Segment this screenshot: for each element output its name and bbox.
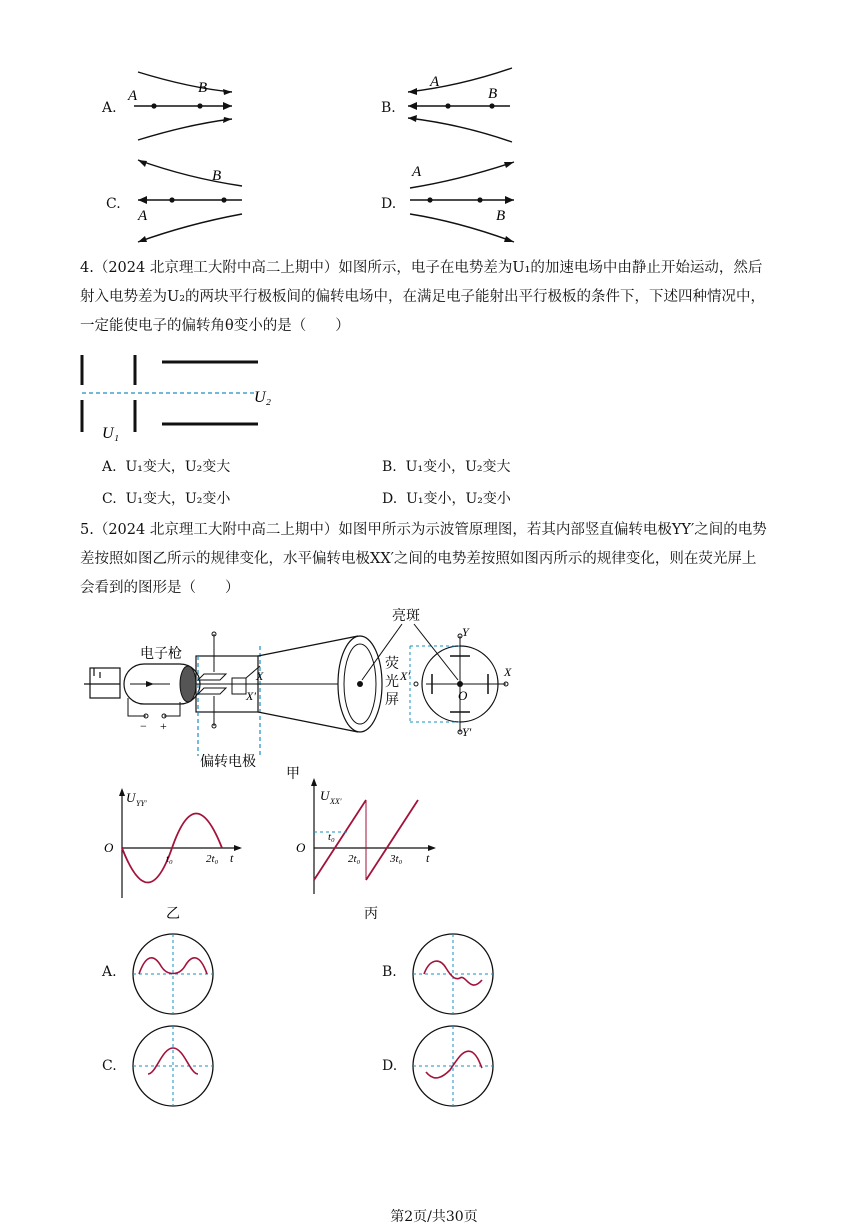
- q5-gun-label: 电子枪: [140, 647, 182, 662]
- q5-yi-t2: 2t₀: [206, 853, 219, 865]
- q4-line-2: 射入电势差为U₂的两块平行极板间的偏转电场中，在满足电子能射出平行极板的条件下，下述四种情况中，: [80, 289, 766, 305]
- q3c-label-a: A: [138, 208, 148, 224]
- q5-minus: −: [140, 719, 147, 733]
- q5-electrodes-label: 偏转电极: [200, 755, 256, 770]
- q3d-label-a: A: [412, 164, 422, 180]
- q4-option-a-letter: A.: [102, 459, 117, 475]
- q5-x-gun: X: [256, 669, 264, 683]
- q5-yi-ylabel: U: [126, 790, 136, 805]
- q5-option-c-letter: C.: [102, 1058, 117, 1074]
- q5-line-3: 会看到的图形是（ ）: [80, 580, 240, 596]
- q5-bing-caption: 丙: [364, 907, 378, 922]
- q5-screen-char-1: 荧: [385, 657, 399, 672]
- q5-option-a-letter: A.: [102, 964, 117, 980]
- q4-option-c: [102, 488, 230, 508]
- q4-figure: [76, 350, 286, 445]
- q5-line-1: 5.（2024 北京理工大附中高二上期中）如图甲所示为示波管原理图，若其内部竖直偏转电极YY′之间的电势: [80, 522, 767, 538]
- q5-bing-t: t: [426, 851, 430, 865]
- q4-option-d-letter: D.: [382, 491, 398, 507]
- q5-figure-jia: [80, 606, 520, 786]
- q5-line-2: 差按照如图乙所示的规律变化，水平偏转电极XX′之间的电势差按照如图丙所示的规律变化，则在荧光屏上: [80, 551, 757, 567]
- q4-line-1: 4.（2024 北京理工大附中高二上期中）如图所示，电子在电势差为U₁的加速电场中由静止开始运动，然后: [80, 260, 763, 276]
- q5-bing-origin: O: [296, 840, 306, 855]
- page-footer: 第2页/共30页: [390, 1209, 478, 1225]
- q3-figure-a: [120, 62, 250, 152]
- q5-stem: [80, 516, 800, 603]
- q5-y-screen: Y: [462, 625, 469, 639]
- q5-o-screen: O: [458, 688, 468, 703]
- q5-bing-t3: 3t₀: [390, 853, 403, 865]
- q3-option-d-letter: D.: [381, 196, 397, 212]
- q3b-label-b: B: [488, 86, 498, 102]
- q3c-label-b: B: [212, 168, 222, 184]
- q5-plus: +: [160, 719, 167, 733]
- q4-option-b: [382, 456, 510, 476]
- q5-option-b-letter: B.: [382, 964, 397, 980]
- q5-screen-char-2: 光: [385, 675, 399, 690]
- q5-option-a-screen: [126, 932, 220, 1016]
- q5-spot-label: 亮斑: [392, 609, 420, 624]
- q3-figure-b: [400, 62, 530, 152]
- q5-yi-origin: O: [104, 840, 114, 855]
- q5-option-c-screen: [126, 1024, 220, 1108]
- q4-option-b-text: U₁变小，U₂变大: [405, 459, 511, 475]
- q3b-label-a: A: [430, 74, 440, 90]
- q4-option-c-letter: C.: [102, 491, 117, 507]
- q4-option-c-text: U₁变大，U₂变小: [125, 491, 231, 507]
- q5-option-d-letter: D.: [382, 1058, 398, 1074]
- q3a-label-a: A: [128, 88, 138, 104]
- q4-label-u2: U₂: [254, 389, 272, 406]
- q5-xp-screen: X′: [400, 669, 410, 683]
- q5-option-b-screen: [406, 932, 500, 1016]
- q4-label-u1: U₁: [102, 425, 120, 442]
- q3-option-b-letter: B.: [381, 100, 396, 116]
- q5-xp-gun: X′: [246, 689, 256, 703]
- q5-x-screen: X: [504, 665, 512, 679]
- q5-bing-ysub: XX′: [330, 797, 342, 806]
- q4-option-d: [382, 488, 511, 508]
- q3a-label-b: B: [198, 80, 208, 96]
- q3-option-a-letter: A.: [102, 100, 117, 116]
- q5-jia-label: 甲: [286, 767, 300, 782]
- q5-screen-char-3: 屏: [385, 693, 399, 708]
- q5-bing-t0: t₀: [328, 831, 335, 843]
- q5-bing-ylabel: U: [320, 788, 330, 803]
- q5-yi-ysub: YY′: [136, 799, 147, 808]
- q4-stem: [80, 254, 800, 341]
- q3d-label-b: B: [496, 208, 506, 224]
- q3-figure-c: [128, 152, 258, 247]
- q5-yi-t: t: [230, 851, 234, 865]
- q5-graph-bing: [292, 772, 452, 922]
- q5-yi-caption: 乙: [166, 907, 180, 922]
- q5-yi-t0: t₀: [166, 853, 173, 865]
- q3-figure-d: [400, 152, 530, 247]
- q4-option-b-letter: B.: [382, 459, 397, 475]
- q3-option-c-letter: C.: [106, 196, 121, 212]
- q5-bing-t2: 2t₀: [348, 853, 361, 865]
- q5-option-d-screen: [406, 1024, 500, 1108]
- q4-option-a-text: U₁变大，U₂变大: [125, 459, 231, 475]
- q4-line-3: 一定能使电子的偏转角θ变小的是（ ）: [80, 318, 350, 334]
- q4-option-d-text: U₁变小，U₂变小: [406, 491, 511, 507]
- q5-graph-yi: [100, 784, 260, 924]
- q4-option-a: [102, 456, 230, 476]
- q5-yp-screen: Y′: [462, 725, 472, 739]
